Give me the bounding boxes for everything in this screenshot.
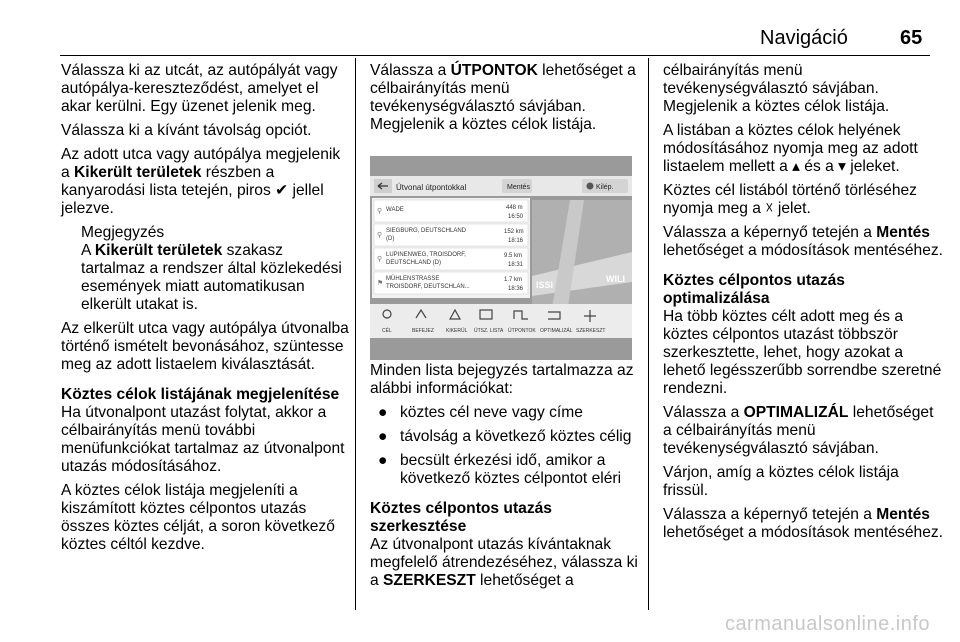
note-title: Megjegyzés <box>81 224 165 241</box>
svg-text:KIKERÜL: KIKERÜL <box>446 328 468 334</box>
waypoint-row[interactable] <box>374 200 528 222</box>
paragraph: A listában a köztes célok helyének módosításához nyomja meg az adott listaelem mellett a ▴ és a ▾ jeleket. <box>663 122 918 175</box>
svg-text:OPTIMALIZÁL: OPTIMALIZÁL <box>540 328 573 334</box>
column-1 <box>61 62 351 560</box>
waypoint-screen-image <box>370 156 632 360</box>
paragraph: Ha több köztes célt adott meg és a köztes célpontos utazást többször szerkesztette, lehet, hogy azokat a lehető legésszerűbb sorrendbe szeretné rendezni. <box>663 308 942 397</box>
svg-text:(D): (D) <box>386 236 395 242</box>
svg-text:16:50: 16:50 <box>508 214 524 220</box>
svg-text:18:36: 18:36 <box>508 286 524 292</box>
svg-text:⚲: ⚲ <box>377 232 383 239</box>
column-divider-1 <box>355 58 356 610</box>
svg-text:MÜHLENSTRASSE: MÜHLENSTRASSE <box>386 276 440 282</box>
svg-text:448 m: 448 m <box>506 205 523 211</box>
svg-text:SIEGBURG, DEUTSCHLAND: SIEGBURG, DEUTSCHLAND <box>386 228 467 234</box>
paragraph: Válassza ki az utcát, az autópályát vagy autópálya-kereszteződést, amelyet el akar kerülni. Egy üzenet jelenik meg. <box>61 62 338 115</box>
column-divider-2 <box>648 58 649 610</box>
svg-text:Mentés: Mentés <box>507 184 530 191</box>
list-item: ● becsült érkezési idő, amikor a következő köztes célpontot eléri <box>378 452 622 487</box>
header-rule <box>60 55 930 56</box>
svg-text:⚲: ⚲ <box>377 256 383 263</box>
paragraph: Az útvonalpont utazás kívántaknak megfelelő átrendezéséhez, válassza ki a SZERKESZT lehetőséget a <box>370 536 638 589</box>
screen-title: Útvonal útpontokkal <box>396 183 467 192</box>
paragraph: Ha útvonalpont utazást folytat, akkor a célbairányítás menü további menüfunkciókat tartalmaz az útvonalpont utazás módosításához. <box>61 404 345 475</box>
svg-text:9.5 km: 9.5 km <box>504 253 523 259</box>
waypoint-row[interactable] <box>374 248 528 270</box>
paragraph: Várjon, amíg a köztes célok listája frissül. <box>663 464 899 499</box>
svg-text:ÚTPONTOK: ÚTPONTOK <box>508 328 536 334</box>
save-button[interactable] <box>502 179 532 193</box>
svg-text:LUPINENWEG, TROISDORF,: LUPINENWEG, TROISDORF, <box>386 252 466 258</box>
svg-text:TROISDORF, DEUTSCHLAN...: TROISDORF, DEUTSCHLAN... <box>386 284 470 290</box>
paragraph: Válassza a OPTIMALIZÁL lehetőséget a célbairányítás menü tevékenységválasztó sávjában. <box>663 404 934 457</box>
page-header <box>0 0 960 56</box>
paragraph: célbairányítás menü tevékenységválasztó sávjában. Megjelenik a köztes célok listája. <box>663 62 890 115</box>
note-box <box>81 224 351 314</box>
section-heading: Köztes célpontos utazás optimalizálása <box>663 272 845 307</box>
column-3 <box>663 62 943 548</box>
paragraph: Az elkerült utca vagy autópálya útvonalba történő ismételt bevonásához, szüntesse meg az adott listaelem kiválasztását. <box>61 320 349 373</box>
section-heading: Köztes célok listájának megjelenítése <box>61 386 340 403</box>
svg-text:18:31: 18:31 <box>508 262 524 268</box>
svg-text:⚲: ⚲ <box>377 208 383 215</box>
paragraph: Minden lista bejegyzés tartalmazza az alábbi információkat: <box>370 362 634 397</box>
paragraph: Válassza ki a kívánt távolság opciót. <box>61 122 312 139</box>
svg-text:⚑: ⚑ <box>377 280 384 287</box>
list-item: ● köztes cél neve vagy címe <box>378 404 583 421</box>
waypoint-screen-drawing <box>370 156 632 360</box>
svg-text:WADE: WADE <box>386 207 404 213</box>
page-number: 65 <box>900 27 923 49</box>
paragraph: Válassza a ÚTPONTOK lehetőséget a célbairányítás menü tevékenységválasztó sávjában. Megjelenik a köztes célok listája. <box>370 62 636 133</box>
term-avoided-areas: Kikerült területek <box>74 164 202 181</box>
svg-text:Kilép.: Kilép. <box>596 184 614 191</box>
map-label: WILI <box>606 274 625 284</box>
waypoint-row[interactable] <box>374 272 528 294</box>
bullet-list <box>370 404 640 488</box>
page-title: Navigáció <box>760 27 848 49</box>
note-text: A Kikerült területek szakasz tartalmaz a rendszer által közlekedési események miatt automatikusan elkerült utakat is. <box>81 242 342 313</box>
list-item: ● távolság a következő köztes célig <box>378 428 632 445</box>
svg-text:ÚTSZ. LISTA: ÚTSZ. LISTA <box>474 328 504 334</box>
exit-button[interactable] <box>582 179 628 193</box>
waypoint-row[interactable] <box>374 224 528 246</box>
paragraph: Válassza a képernyő tetején a Mentés lehetőséget a módosítások mentéséhez. <box>663 506 943 541</box>
paragraph: Az adott utca vagy autópálya megjelenik a Kikerült területek részben a kanyarodási lista tetején, piros ✔ jellel jelezve. <box>61 146 341 217</box>
back-icon[interactable] <box>374 179 392 193</box>
watermark: carmanualsonline.info <box>724 613 930 635</box>
paragraph: A köztes célok listája megjeleníti a kiszámított köztes célpontos utazás összes köztes célját, a soron következő köztes céltól kezdve. <box>61 482 335 553</box>
map-label: ISSI <box>536 280 554 290</box>
svg-text:152 km: 152 km <box>504 229 524 235</box>
section-heading: Köztes célpontos utazás szerkesztése <box>370 500 552 535</box>
svg-text:18:16: 18:16 <box>508 238 524 244</box>
paragraph: Köztes cél listából történő törléséhez nyomja meg a ☓ jelet. <box>663 182 917 217</box>
svg-text:1.7 km: 1.7 km <box>504 277 523 283</box>
svg-text:BEFEJEZ: BEFEJEZ <box>412 328 434 334</box>
svg-text:DEUTSCHLAND (D): DEUTSCHLAND (D) <box>386 260 442 266</box>
svg-text:CÉL: CÉL <box>382 328 392 334</box>
paragraph: Válassza a képernyő tetején a Mentés lehetőséget a módosítások mentéséhez. <box>663 224 943 259</box>
svg-text:SZERKESZT: SZERKESZT <box>576 328 606 334</box>
